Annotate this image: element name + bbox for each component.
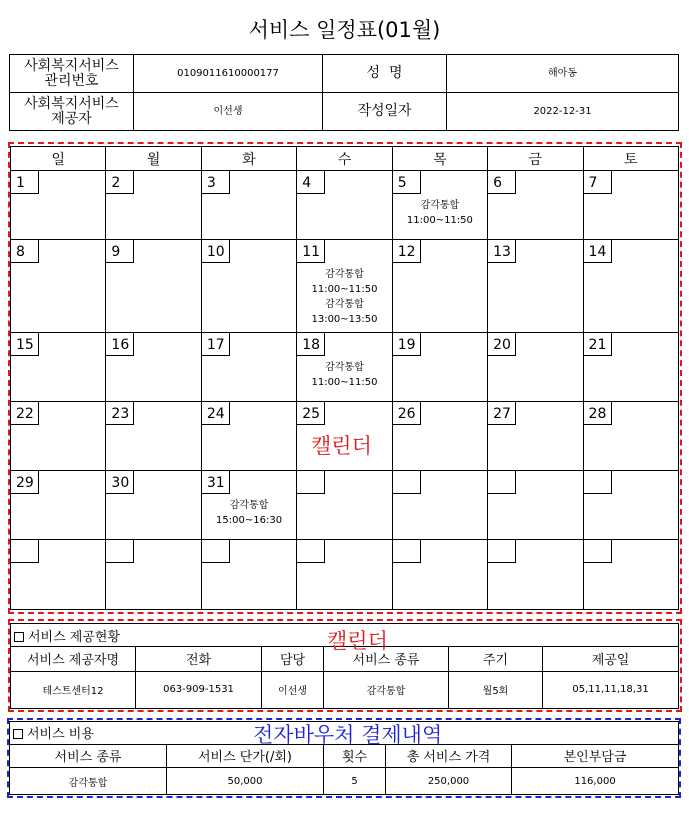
svc-cell: 월5회 [449,671,543,708]
svc-header: 서비스 제공자명 [11,647,136,671]
calendar-day-cell [583,240,678,333]
calendar-day-cell [297,471,392,540]
weekday-header: 화 [201,147,296,171]
calendar-day-cell [201,471,296,540]
day-number [296,470,325,494]
day-number: 27 [487,401,516,425]
event-name: 감각통합 [229,500,269,511]
calendar-day-cell [106,171,201,240]
event-time: 15:00~16:30 [216,515,283,526]
day-number: 24 [201,401,230,425]
cost-cell: 250,000 [386,768,512,795]
service-status-heading: 서비스 제공현황 [11,624,679,647]
day-number [10,539,39,563]
day-number [392,470,421,494]
day-number: 14 [583,239,612,263]
day-number: 8 [10,239,39,263]
day-number [201,539,230,563]
calendar-day-cell [583,402,678,471]
day-number: 5 [392,170,421,194]
label-provider: 사회복지서비스 제공자 [10,93,134,131]
day-number: 30 [105,470,134,494]
day-number [583,539,612,563]
day-number: 22 [10,401,39,425]
event-time: 11:00~11:50 [406,215,473,226]
day-number: 6 [487,170,516,194]
weekday-header: 일 [11,147,106,171]
day-number: 16 [105,332,134,356]
day-number: 20 [487,332,516,356]
calendar-day-cell [583,471,678,540]
svc-header: 제공일 [543,647,679,671]
event-name: 감각통합 [420,200,460,211]
day-number: 7 [583,170,612,194]
calendar-day-cell [201,240,296,333]
calendar-day-cell [11,333,106,402]
calendar-day-cell [201,540,296,610]
event-time: 11:00~11:50 [311,284,378,295]
calendar-day-cell [297,171,392,240]
calendar-day-cell [106,333,201,402]
day-number: 23 [105,401,134,425]
day-number [487,539,516,563]
event-time: 11:00~11:50 [311,377,378,388]
calendar-day-cell [392,402,487,471]
weekday-header: 금 [488,147,583,171]
day-number: 2 [105,170,134,194]
day-number: 15 [10,332,39,356]
checkbox-icon [13,729,23,739]
calendar-day-cell [297,540,392,610]
calendar-day-cell [297,333,392,402]
day-number [392,539,421,563]
cost-cell: 5 [324,768,386,795]
day-number [583,470,612,494]
calendar-day-cell [106,402,201,471]
cost-header: 서비스 종류 [10,744,167,768]
weekday-header: 월 [106,147,201,171]
day-number: 28 [583,401,612,425]
calendar-day-cell [106,471,201,540]
calendar-day-cell [106,240,201,333]
cost-cell: 116,000 [512,768,679,795]
event-name: 감각통합 [325,362,364,373]
svc-cell: 이선생 [262,671,324,708]
weekday-header: 토 [583,147,678,171]
event-name: 감각통합 [325,299,364,310]
cost-cell: 감각통합 [10,768,167,795]
calendar-day-cell [583,540,678,610]
label-management-number: 사회복지서비스 관리번호 [10,55,134,93]
calendar-day-cell [201,402,296,471]
calendar-day-cell [488,540,583,610]
service-overlay-label: 캘린더 [327,629,388,653]
day-number: 18 [296,332,325,356]
calendar-day-cell [11,240,106,333]
provider-value: 이선생 [134,93,323,131]
svc-cell: 063-909-1531 [136,671,262,708]
day-number [105,539,134,563]
calendar-day-cell [392,471,487,540]
weekday-header: 수 [297,147,392,171]
management-number-value: 0109011610000177 [134,55,323,93]
calendar-day-cell [392,333,487,402]
day-number: 1 [10,170,39,194]
voucher-overlay-label: 전자바우처 결제내역 [253,723,443,747]
service-cost-heading: 서비스 비용 [10,722,679,745]
svc-header: 서비스 종류 [324,647,449,671]
day-number [296,539,325,563]
calendar-day-cell [297,240,392,333]
svc-header: 담당 [262,647,324,671]
day-number: 3 [201,170,230,194]
checkbox-icon [14,632,24,642]
day-number: 21 [583,332,612,356]
svc-header: 주기 [449,647,543,671]
calendar-day-cell [106,540,201,610]
calendar-day-cell [11,402,106,471]
calendar-table [10,146,679,610]
calendar-day-cell [488,171,583,240]
day-number: 29 [10,470,39,494]
calendar-day-cell [392,240,487,333]
day-number [487,470,516,494]
day-number: 10 [201,239,230,263]
day-number: 9 [105,239,134,263]
day-number: 12 [392,239,421,263]
cost-header: 횟수 [324,744,386,768]
event-time: 13:00~13:50 [311,314,378,325]
weekday-header: 목 [392,147,487,171]
svc-cell: 감각통합 [324,671,449,708]
cost-header: 총 서비스 가격 [386,744,512,768]
calendar-day-cell [201,333,296,402]
calendar-day-cell [488,240,583,333]
page-title: 서비스 일정표(01월) [248,18,441,42]
calendar-day-cell [488,402,583,471]
day-number: 25 [296,401,325,425]
day-number: 11 [296,239,325,263]
calendar-day-cell [11,471,106,540]
written-date-value: 2022-12-31 [447,93,679,131]
svc-cell: 테스트센터12 [11,671,136,708]
calendar-day-cell [201,171,296,240]
calendar-overlay-label: 캘린더 [311,434,372,458]
calendar-day-cell [488,333,583,402]
calendar-day-cell [11,540,106,610]
svc-header: 전화 [136,647,262,671]
day-number: 31 [201,470,230,494]
day-number: 4 [296,170,325,194]
cost-header: 서비스 단가(/회) [167,744,324,768]
day-number: 26 [392,401,421,425]
calendar-day-cell [11,171,106,240]
calendar-day-cell [488,471,583,540]
day-number: 13 [487,239,516,263]
svc-cell: 05,11,11,18,31 [543,671,679,708]
cost-cell: 50,000 [167,768,324,795]
calendar-day-cell [583,171,678,240]
cost-header: 본인부담금 [512,744,679,768]
calendar-day-cell [583,333,678,402]
label-written-date: 작성일자 [323,93,447,131]
label-name: 성 명 [323,55,447,93]
day-number: 17 [201,332,230,356]
info-table [9,54,679,131]
day-number: 19 [392,332,421,356]
calendar-day-cell [392,540,487,610]
name-value: 해아동 [447,55,679,93]
calendar-day-cell [392,171,487,240]
event-name: 감각통합 [325,269,364,280]
